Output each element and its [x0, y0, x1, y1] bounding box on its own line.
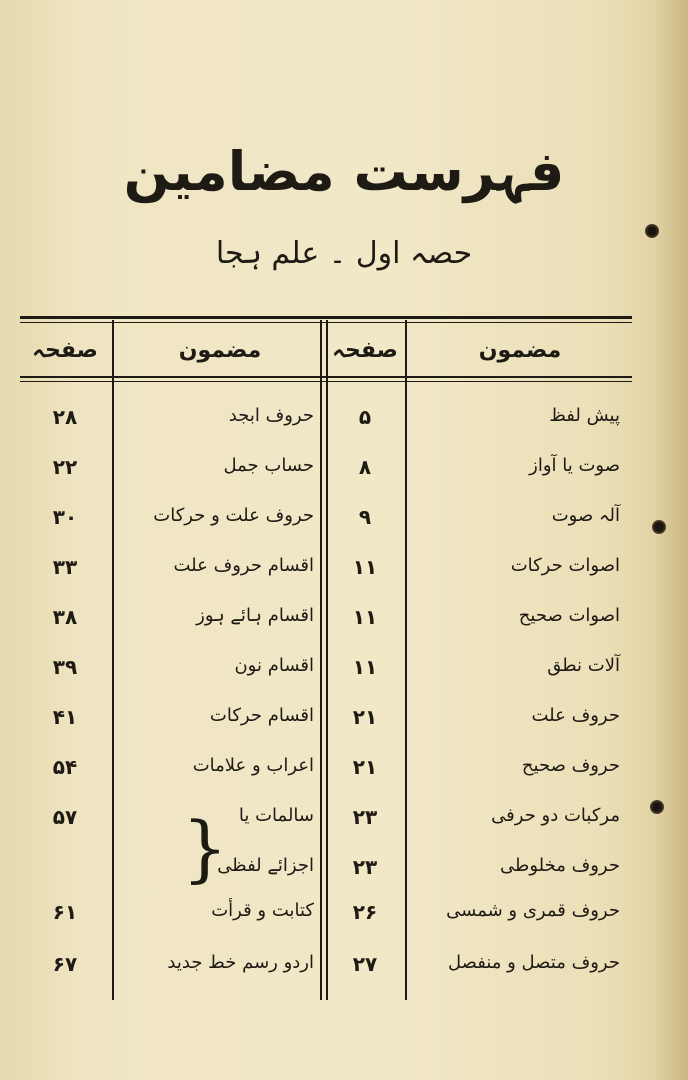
toc-page-number: ۱۱ [352, 605, 378, 629]
toc-subject: حروف علت [531, 705, 620, 726]
header-page-left: صفحہ [32, 338, 98, 363]
brace-bracket: } [182, 806, 228, 890]
toc-page-number: ۲۶ [352, 900, 378, 924]
toc-subject: حروف متصل و منفصل [447, 952, 620, 973]
toc-page-number: ۲۱ [352, 705, 378, 729]
toc-page-number: ۶۱ [52, 900, 78, 924]
toc-subject: اقسام حروف علت [173, 555, 314, 576]
toc-subject: اجزائے لفظی [217, 855, 314, 876]
toc-subject: اصوات صحیح [518, 605, 620, 626]
toc-page-number: ۴۱ [52, 705, 78, 729]
toc-page-number: ۵۷ [52, 805, 78, 829]
toc-page-number: ۹ [358, 505, 372, 529]
toc-subject: اقسام حرکات [209, 705, 314, 726]
table-top-rule [20, 316, 632, 319]
toc-page-number: ۳۳ [52, 555, 78, 579]
header-page-right: صفحہ [332, 338, 398, 363]
binding-hole [650, 800, 664, 814]
column-divider [112, 320, 114, 1000]
header-subject-right: مضمون [478, 338, 562, 363]
toc-subject: کتابت و قرأت [211, 900, 314, 921]
header-subject-left: مضمون [178, 338, 262, 363]
column-divider [326, 320, 328, 1000]
toc-subject: آلات نطق [547, 655, 620, 676]
toc-page-number: ۲۳ [352, 855, 378, 879]
toc-subject: صوت یا آواز [529, 455, 620, 476]
toc-page-number: ۳۸ [52, 605, 78, 629]
toc-subject: آلہ صوت [551, 505, 620, 526]
toc-page-number: ۲۳ [352, 805, 378, 829]
toc-subject: اعراب و علامات [192, 755, 314, 776]
toc-page-number: ۳۰ [52, 505, 78, 529]
toc-subject: اقسام ہائے ہوز [196, 605, 314, 626]
toc-page-number: ۲۷ [352, 952, 378, 976]
toc-subject: حروف مخلوطی [500, 855, 620, 876]
toc-subject: اقسام نون [234, 655, 314, 676]
toc-page-number: ۶۷ [52, 952, 78, 976]
toc-subject: حروف ابجد [228, 405, 314, 426]
toc-page-number: ۱۱ [352, 555, 378, 579]
toc-subject: حروف قمری و شمسی [446, 900, 620, 921]
toc-page-number: ۸ [358, 455, 372, 479]
toc-subject: حروف علت و حرکات [153, 505, 314, 526]
toc-subject: سالمات یا [238, 805, 314, 826]
toc-subject: مرکبات دو حرفی [491, 805, 620, 826]
column-divider [405, 320, 407, 1000]
column-divider [320, 320, 322, 1000]
toc-page-number: ۳۹ [52, 655, 78, 679]
toc-page-number: ۲۲ [52, 455, 78, 479]
toc-subject: حساب جمل [223, 455, 314, 476]
binding-hole [652, 520, 666, 534]
section-subtitle: حصہ اول ۔ علم ہجا [215, 236, 473, 271]
toc-page-number: ۵ [358, 405, 372, 429]
toc-page-number: ۵۴ [52, 755, 78, 779]
toc-page-number: ۱۱ [352, 655, 378, 679]
toc-subject: اصوات حرکات [510, 555, 620, 576]
toc-subject: حروف صحیح [521, 755, 620, 776]
toc-page-number: ۲۸ [52, 405, 78, 429]
toc-subject: اردو رسم خط جدید [167, 952, 314, 973]
toc-page-number: ۲۱ [352, 755, 378, 779]
toc-subject: پیش لفظ [549, 405, 620, 426]
page-title: فہرست مضامین [123, 140, 565, 203]
